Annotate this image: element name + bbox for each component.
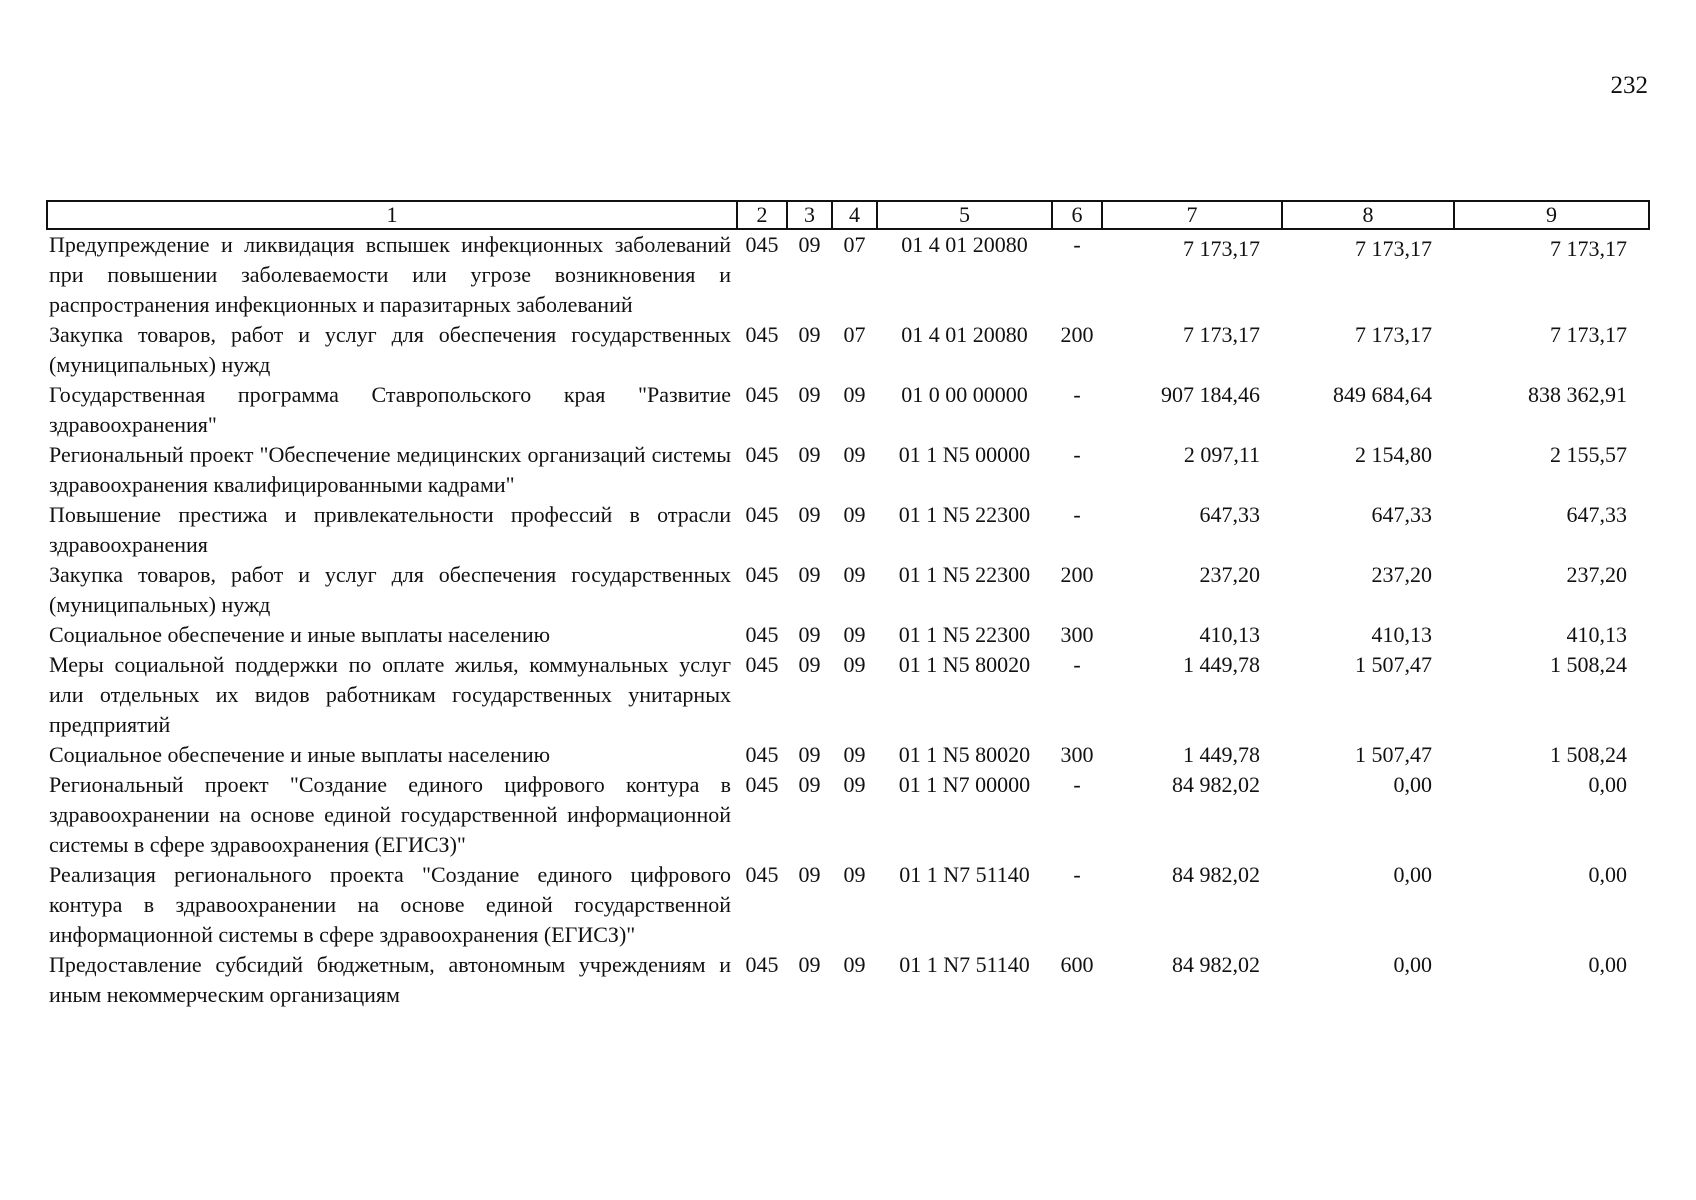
budget-table [46,200,1650,1010]
cell-section-code: 09 [798,622,821,647]
header-cell-2: 2 [737,201,787,229]
cell-subsection-code: 09 [843,622,866,647]
header-cell-7: 7 [1102,201,1282,229]
table-row [47,650,1649,740]
cell-amount-col7: 647,33 [1199,502,1260,527]
cell-amount-col9: 7 173,17 [1550,236,1627,261]
cell-subsection-code: 09 [843,442,866,467]
cell-amount-col8: 647,33 [1371,502,1432,527]
cell-subsection-code: 09 [843,382,866,407]
cell-expense-type: 200 [1060,322,1094,347]
cell-target-article: 01 0 00 00000 [901,382,1028,407]
cell-subsection-code: 09 [843,502,866,527]
cell-section-code: 09 [798,742,821,767]
cell-description: Повышение престижа и привлекательности профессий в отрасли здравоохранения [49,502,731,557]
header-row [47,201,1649,229]
cell-ministry-code: 045 [745,652,779,677]
cell-amount-col8: 7 173,17 [1355,236,1432,261]
header-cell-6: 6 [1052,201,1102,229]
cell-expense-type: - [1073,442,1081,467]
table-row [47,740,1649,770]
cell-description: Социальное обеспечение и иные выплаты населению [49,622,551,647]
cell-ministry-code: 045 [745,772,779,797]
cell-amount-col8: 7 173,17 [1355,322,1432,347]
cell-expense-type: - [1073,652,1081,677]
cell-amount-col9: 0,00 [1588,772,1627,797]
cell-amount-col9: 1 508,24 [1550,652,1627,677]
cell-section-code: 09 [798,442,821,467]
cell-amount-col9: 2 155,57 [1550,442,1627,467]
table-row [47,500,1649,560]
cell-amount-col9: 0,00 [1588,862,1627,887]
header-cell-3: 3 [787,201,832,229]
cell-amount-col8: 237,20 [1371,562,1432,587]
cell-amount-col7: 7 173,17 [1183,236,1260,261]
cell-ministry-code: 045 [745,952,779,977]
cell-target-article: 01 1 N7 51140 [899,862,1030,887]
cell-target-article: 01 1 N7 00000 [898,772,1031,797]
table-body [47,229,1649,1010]
header-cell-8: 8 [1282,201,1454,229]
cell-description: Закупка товаров, работ и услуг для обеспечения государственных (муниципальных) нужд [49,322,731,377]
cell-description: Закупка товаров, работ и услуг для обеспечения государственных (муниципальных) нужд [49,562,731,617]
cell-section-code: 09 [798,772,821,797]
cell-amount-col9: 838 362,91 [1528,382,1627,407]
cell-ministry-code: 045 [745,742,779,767]
cell-amount-col7: 1 449,78 [1183,652,1260,677]
cell-amount-col9: 647,33 [1566,502,1627,527]
table-row [47,229,1649,320]
cell-amount-col7: 7 173,17 [1183,322,1260,347]
table-row [47,770,1649,860]
cell-ministry-code: 045 [745,502,779,527]
table-row [47,950,1649,1010]
cell-section-code: 09 [798,562,821,587]
table-row [47,440,1649,500]
cell-expense-type: - [1073,862,1081,887]
header-cell-5: 5 [877,201,1052,229]
cell-ministry-code: 045 [745,862,779,887]
cell-description: Меры социальной поддержки по оплате жилья, коммунальных услуг или отдельных их видов работникам государственных унитарных предприятий [49,652,731,737]
cell-description: Региональный проект "Создание единого цифрового контура в здравоохранении на основе единой государственной информационной системы в сфере здравоохранения (ЕГИСЗ)" [49,772,731,857]
cell-description: Реализация регионального проекта "Создание единого цифрового контура в здравоохранении на основе единой государственной информационной системы в сфере здравоохранения (ЕГИСЗ)" [49,862,731,947]
cell-section-code: 09 [798,952,821,977]
cell-section-code: 09 [798,382,821,407]
cell-amount-col8: 849 684,64 [1333,382,1432,407]
cell-description: Предупреждение и ликвидация вспышек инфекционных заболеваний при повышении заболеваемости или угрозе возникновения и распространения инфекционных и паразитарных заболеваний [49,232,731,317]
cell-target-article: 01 1 N5 00000 [898,442,1031,467]
cell-amount-col8: 0,00 [1393,862,1432,887]
cell-amount-col9: 1 508,24 [1550,742,1627,767]
cell-expense-type: 600 [1060,952,1094,977]
cell-amount-col8: 410,13 [1371,622,1432,647]
cell-amount-col8: 1 507,47 [1355,742,1432,767]
cell-amount-col7: 84 982,02 [1172,952,1260,977]
cell-amount-col7: 907 184,46 [1161,382,1260,407]
table-row [47,620,1649,650]
cell-expense-type: 300 [1060,622,1094,647]
cell-amount-col7: 2 097,11 [1183,442,1260,467]
cell-subsection-code: 07 [843,232,866,257]
cell-ministry-code: 045 [745,322,779,347]
cell-section-code: 09 [798,322,821,347]
table-row [47,560,1649,620]
header-cell-9: 9 [1454,201,1649,229]
cell-amount-col9: 0,00 [1588,952,1627,977]
cell-amount-col9: 7 173,17 [1550,322,1627,347]
cell-amount-col7: 1 449,78 [1183,742,1260,767]
cell-target-article: 01 1 N5 22300 [898,622,1031,647]
cell-description: Государственная программа Ставропольского края "Развитие здравоохранения" [49,382,731,437]
cell-target-article: 01 1 N5 80020 [898,652,1031,677]
cell-section-code: 09 [798,232,821,257]
cell-amount-col9: 237,20 [1566,562,1627,587]
cell-section-code: 09 [798,652,821,677]
cell-expense-type: 200 [1060,562,1094,587]
cell-amount-col9: 410,13 [1566,622,1627,647]
cell-expense-type: - [1073,772,1081,797]
table-row [47,320,1649,380]
cell-ministry-code: 045 [745,382,779,407]
cell-amount-col7: 410,13 [1199,622,1260,647]
cell-section-code: 09 [798,862,821,887]
cell-subsection-code: 09 [843,862,866,887]
cell-expense-type: - [1073,232,1081,257]
cell-subsection-code: 09 [843,652,866,677]
cell-amount-col7: 84 982,02 [1172,862,1260,887]
cell-ministry-code: 045 [745,442,779,467]
cell-expense-type: - [1073,502,1081,527]
header-cell-4: 4 [832,201,877,229]
page-number: 232 [1610,72,1648,99]
cell-amount-col7: 84 982,02 [1172,772,1260,797]
cell-target-article: 01 1 N5 22300 [898,502,1031,527]
cell-expense-type: 300 [1060,742,1094,767]
cell-amount-col8: 0,00 [1393,952,1432,977]
cell-expense-type: - [1073,382,1081,407]
cell-amount-col7: 237,20 [1199,562,1260,587]
cell-subsection-code: 09 [843,562,866,587]
cell-target-article: 01 4 01 20080 [901,232,1028,257]
cell-amount-col8: 0,00 [1393,772,1432,797]
cell-description: Предоставление субсидий бюджетным, автономным учреждениям и иным некоммерческим организациям [49,952,731,1007]
cell-subsection-code: 09 [843,772,866,797]
table-row [47,860,1649,950]
cell-ministry-code: 045 [745,232,779,257]
cell-subsection-code: 09 [843,952,866,977]
cell-target-article: 01 1 N5 22300 [898,562,1031,587]
table-row [47,380,1649,440]
cell-ministry-code: 045 [745,622,779,647]
cell-target-article: 01 4 01 20080 [901,322,1028,347]
cell-amount-col8: 1 507,47 [1355,652,1432,677]
cell-subsection-code: 09 [843,742,866,767]
cell-ministry-code: 045 [745,562,779,587]
cell-target-article: 01 1 N5 80020 [898,742,1031,767]
cell-description: Социальное обеспечение и иные выплаты населению [49,742,551,767]
cell-target-article: 01 1 N7 51140 [899,952,1030,977]
cell-description: Региональный проект "Обеспечение медицинских организаций системы здравоохранения квалифицированными кадрами" [49,442,731,497]
cell-subsection-code: 07 [843,322,866,347]
header-cell-1: 1 [47,201,737,229]
cell-amount-col8: 2 154,80 [1355,442,1432,467]
cell-section-code: 09 [798,502,821,527]
